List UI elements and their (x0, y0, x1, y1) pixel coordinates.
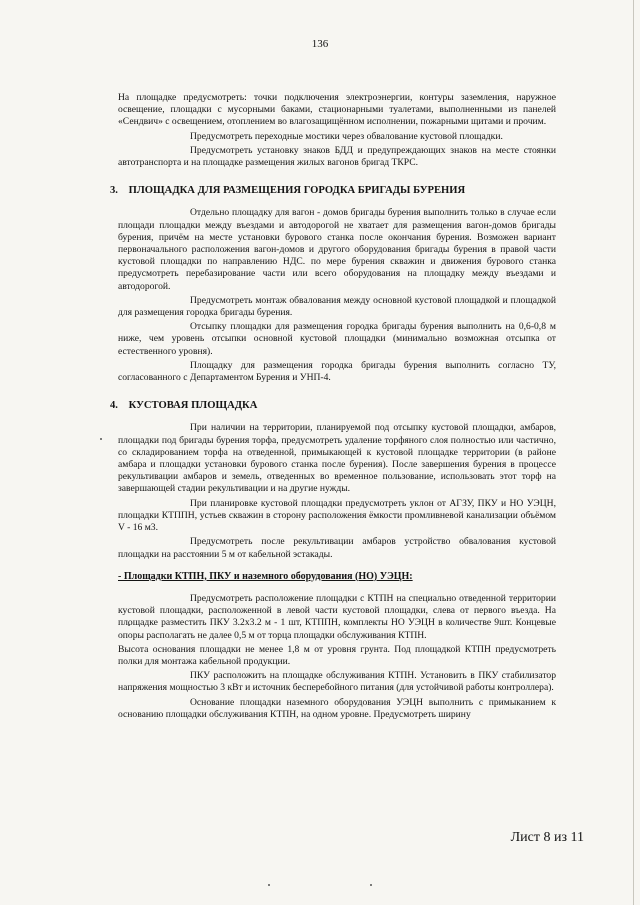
subsection-paragraph: Высота основания площадки не менее 1,8 м от уровня грунта. Под площадкой КТПН предусмотреть полки для монтажа кабельной продукции. (118, 643, 556, 667)
section-3-heading (110, 185, 556, 197)
section-3-paragraph: Отсыпку площадки для размещения городка бригады бурения выполнить на 0,6-0,8 м ниже, чем уровень отсыпки основной кустовой площадки (минимально возможная отсыпка от естественного уровня). (118, 321, 556, 357)
section-4-title: КУСТОВАЯ ПЛОЩАДКА (128, 400, 258, 412)
subsection-title: - Площадки КТПН, ПКУ и наземного оборудования (НО) УЭЦН: (118, 570, 413, 582)
document-body (110, 92, 556, 723)
scan-speck (100, 438, 102, 440)
scan-edge-line (633, 0, 634, 905)
section-3-paragraph: Площадку для размещения городка бригады бурения выполнить согласно ТУ, согласованного с Департаментом Бурения и УНП-4. (118, 359, 556, 384)
subsection-heading (118, 571, 556, 583)
section-3-paragraph: Предусмотреть монтаж обвалования между основной кустовой площадкой и площадкой для размещения городка бригады бурения. (118, 294, 556, 319)
section-4-paragraph: При наличии на территории, планируемой под отсыпку кустовой площадки, амбаров, площадки под бригады бурения торфа, предусмотреть удаление торфяного слоя полностью или частично, со складированием торфа на отведенной, примыкающей к кустовой площадке территории (в районе амбара и площадки установки бурового станка после бурения). После завершения бурения в процессе рекультивации амбаров и земель, отведенных во временное пользование, использовать этот торф на завершающей стадии рекультивации и на другие нужды. (118, 422, 556, 495)
sheet-counter: Лист 8 из 11 (510, 830, 584, 845)
scan-speck (268, 884, 270, 886)
section-3-number: 3. (110, 185, 118, 197)
intro-paragraph: Предусмотреть установку знаков БДД и предупреждающих знаков на месте стоянки автотранспорта и на площадке размещения жилых вагонов бригад ТКРС. (118, 144, 556, 169)
subsection-paragraph: Предусмотреть расположение площадки с КТПН на специально отведенной территории кустовой площадки, расположенной в левой части кустовой площадки, слева от первого въезда. На площадке разместить ПКУ 3.2х3.2 м - 1 шт, КТППН, комплекты НО УЭЦН в количестве 9шт. Концевые опоры располагать не далее 0,5 м от торца площадки обслуживания КТПН. (118, 592, 556, 641)
intro-paragraph: Предусмотреть переходные мостики через обвалование кустовой площадки. (190, 130, 503, 142)
subsection-paragraph: ПКУ расположить на площадке обслуживания КТПН. Установить в ПКУ стабилизатор напряжения мощностью 3 кВт и источник бесперебойного питания (для устойчивой работы контроллера). (118, 670, 556, 694)
section-4-heading (110, 400, 556, 412)
section-3-title: ПЛОЩАДКА ДЛЯ РАЗМЕЩЕНИЯ ГОРОДКА БРИГАДЫ БУРЕНИЯ (128, 185, 466, 197)
scan-speck (370, 884, 372, 886)
subsection-paragraph: Основание площадки наземного оборудования УЭЦН выполнить с примыканием к основанию площадки обслуживания КТПН, на одном уровне. Предусмотреть ширину (118, 696, 556, 720)
intro-paragraph: На площадке предусмотреть: точки подключения электроэнергии, контуры заземления, наружное освещение, площадки с мусорными баками, стационарными туалетами, выполненными из панелей «Сендвич» с освещением, отоплением во влагозащищённом исполнении, пожарными щитами и прочим. (118, 92, 556, 128)
section-4-paragraph: Предусмотреть после рекультивации амбаров устройство обвалования кустовой площадки на расстоянии 5 м от кабельной эстакады. (118, 536, 556, 560)
page-number: 136 (311, 38, 329, 50)
section-4-paragraph: При планировке кустовой площадки предусмотреть уклон от АГЗУ, ПКУ и НО УЭЦН, площадки КТППН, устьев скважин в сторону расположения ёмкости промливневой канализации объёмом V - 16 м3. (118, 497, 556, 534)
section-4-number: 4. (110, 400, 118, 412)
section-3-paragraph: Отдельно площадку для вагон - домов бригады бурения выполнить только в случае если площади площадки между въездами и автодорогой не хватает для размещения вагон-домов бригады бурения, причём на месте установки бурового станка после окончания бурения. Возможен вариант первоначального расположения вагон-домов и другого оборудования бригады бурения в правой части кустовой площадки по направлению НДС. по мере бурения скважин и движения бурового станка предусмотреть перебазирование части или всего оборудования на площадку между въездами и автодорогой. (118, 207, 556, 292)
